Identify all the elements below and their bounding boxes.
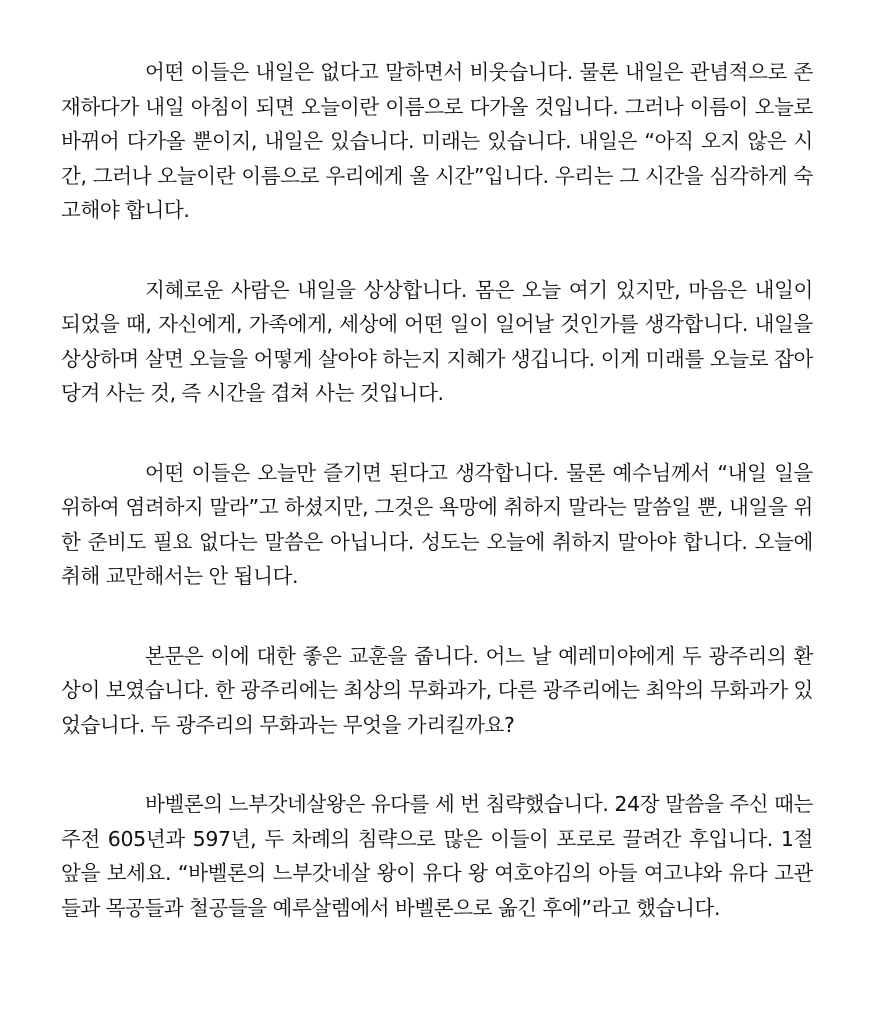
paragraph-5: 바벨론의 느부갓네살왕은 유다를 세 번 침략했습니다. 24장 말씀을 주신 때는 주전 605년과 597년, 두 차례의 침략으로 많은 이들이 포로로 끌려간 후입니다. 1절 앞을 보세요. “바벨론의 느부갓네살 왕이 유다 왕 여호야김의 아들 여고냐와 유다 고관들과 목공들과 철공들을 예루살렘에서 바벨론으로 옮긴 후에”라고 했습니다. [61, 792, 813, 920]
paragraph-3: 어떤 이들은 오늘만 즐기면 된다고 생각합니다. 물론 예수님께서 “내일 일을 위하여 염려하지 말라”고 하셨지만, 그것은 욕망에 취하지 말라는 말씀일 뿐, 내일을 위한 준비도 필요 없다는 말씀은 아닙니다. 성도는 오늘에 취하지 말아야 합니다. 오늘에 취해 교만해서는 안 됩니다. [61, 460, 813, 588]
paragraph-1: 어떤 이들은 내일은 없다고 말하면서 비웃습니다. 물론 내일은 관념적으로 존재하다가 내일 아침이 되면 오늘이란 이름으로 다가올 것입니다. 그러나 이름이 오늘로 바뀌어 다가올 뿐이지, 내일은 있습니다. 미래는 있습니다. 내일은 “아직 오지 않은 시간, 그러나 오늘이란 이름으로 우리에게 올 시간”입니다. 우리는 그 시간을 심각하게 숙고해야 합니다. [61, 60, 813, 222]
paragraph-4: 본문은 이에 대한 좋은 교훈을 줍니다. 어느 날 예레미야에게 두 광주리의 환상이 보였습니다. 한 광주리에는 최상의 무화과가, 다른 광주리에는 최악의 무화과가 있었습니다. 두 광주리의 무화과는 무엇을 가리킬까요? [61, 643, 813, 737]
body-text [61, 55, 813, 970]
paragraph-2: 지혜로운 사람은 내일을 상상합니다. 몸은 오늘 여기 있지만, 마음은 내일이 되었을 때, 자신에게, 가족에게, 세상에 어떤 일이 일어날 것인가를 생각합니다. 내일을 상상하며 살면 오늘을 어떻게 살아야 하는지 지혜가 생깁니다. 이게 미래를 오늘로 잡아당겨 사는 것, 즉 시간을 겹쳐 사는 것입니다. [61, 277, 813, 405]
